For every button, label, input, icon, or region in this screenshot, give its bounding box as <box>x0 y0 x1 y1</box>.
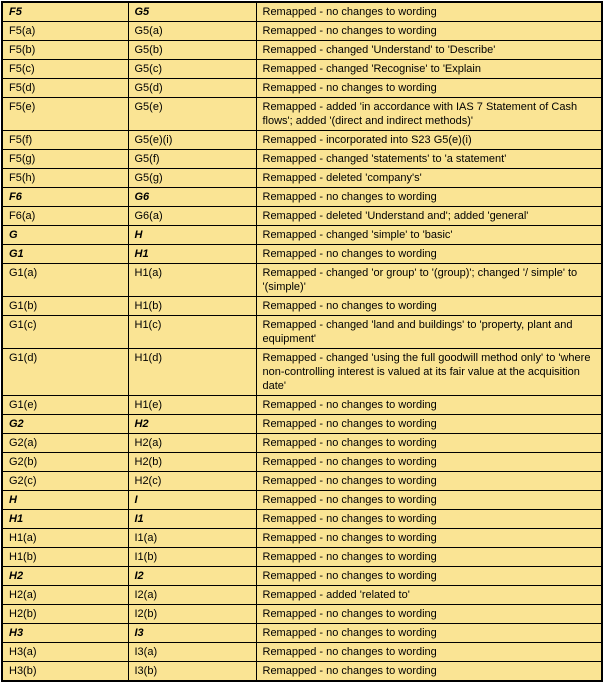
table-row <box>2 316 602 349</box>
remark-cell: Remapped - deleted 'company's' <box>256 169 602 188</box>
table-row <box>2 169 602 188</box>
old-ref-cell: F5(b) <box>2 41 128 60</box>
old-ref-cell: G2(a) <box>2 434 128 453</box>
remark-cell: Remapped - no changes to wording <box>256 415 602 434</box>
remark-cell: Remapped - no changes to wording <box>256 643 602 662</box>
remark-cell: Remapped - no changes to wording <box>256 491 602 510</box>
new-ref-cell: G5(f) <box>128 150 256 169</box>
new-ref-cell: H2 <box>128 415 256 434</box>
table-row <box>2 226 602 245</box>
old-ref-cell: H1(b) <box>2 548 128 567</box>
table-row <box>2 245 602 264</box>
remapping-table <box>1 1 603 682</box>
table-row <box>2 643 602 662</box>
remark-cell: Remapped - no changes to wording <box>256 297 602 316</box>
remark-cell: Remapped - incorporated into S23 G5(e)(i) <box>256 131 602 150</box>
new-ref-cell: G5(e)(i) <box>128 131 256 150</box>
new-ref-cell: G5 <box>128 2 256 22</box>
old-ref-cell: H2(b) <box>2 605 128 624</box>
new-ref-cell: H1(a) <box>128 264 256 297</box>
new-ref-cell: H1 <box>128 245 256 264</box>
remark-cell: Remapped - no changes to wording <box>256 453 602 472</box>
remark-cell: Remapped - no changes to wording <box>256 79 602 98</box>
remark-cell: Remapped - added 'in accordance with IAS 7 Statement of Cash flows'; added '(direct and indirect methods)' <box>256 98 602 131</box>
old-ref-cell: H3(b) <box>2 662 128 682</box>
new-ref-cell: I <box>128 491 256 510</box>
table-row <box>2 188 602 207</box>
remark-cell: Remapped - no changes to wording <box>256 548 602 567</box>
remark-cell: Remapped - no changes to wording <box>256 396 602 415</box>
old-ref-cell: H3(a) <box>2 643 128 662</box>
table-row <box>2 264 602 297</box>
old-ref-cell: F5(h) <box>2 169 128 188</box>
remark-cell: Remapped - no changes to wording <box>256 188 602 207</box>
table-row <box>2 624 602 643</box>
old-ref-cell: H2(a) <box>2 586 128 605</box>
table-row <box>2 662 602 682</box>
table-row <box>2 349 602 396</box>
old-ref-cell: H3 <box>2 624 128 643</box>
remark-cell: Remapped - no changes to wording <box>256 624 602 643</box>
new-ref-cell: I1 <box>128 510 256 529</box>
old-ref-cell: H2 <box>2 567 128 586</box>
new-ref-cell: G5(b) <box>128 41 256 60</box>
old-ref-cell: G1(a) <box>2 264 128 297</box>
old-ref-cell: G2(c) <box>2 472 128 491</box>
table-row <box>2 453 602 472</box>
table-row <box>2 567 602 586</box>
remark-cell: Remapped - changed 'using the full goodwill method only' to 'where non-controlling interest is valued at its fair value at the acquisition date' <box>256 349 602 396</box>
table-row <box>2 79 602 98</box>
remark-cell: Remapped - no changes to wording <box>256 472 602 491</box>
remark-cell: Remapped - no changes to wording <box>256 529 602 548</box>
new-ref-cell: I3(b) <box>128 662 256 682</box>
old-ref-cell: F6 <box>2 188 128 207</box>
new-ref-cell: G6 <box>128 188 256 207</box>
remark-cell: Remapped - deleted 'Understand and'; added 'general' <box>256 207 602 226</box>
remark-cell: Remapped - added 'related to' <box>256 586 602 605</box>
new-ref-cell: H1(b) <box>128 297 256 316</box>
old-ref-cell: F5(a) <box>2 22 128 41</box>
table-row <box>2 586 602 605</box>
table-row <box>2 131 602 150</box>
old-ref-cell: F5(c) <box>2 60 128 79</box>
remark-cell: Remapped - changed 'simple' to 'basic' <box>256 226 602 245</box>
remark-cell: Remapped - no changes to wording <box>256 510 602 529</box>
old-ref-cell: G2 <box>2 415 128 434</box>
old-ref-cell: G1(e) <box>2 396 128 415</box>
new-ref-cell: G5(d) <box>128 79 256 98</box>
new-ref-cell: G5(c) <box>128 60 256 79</box>
new-ref-cell: I1(a) <box>128 529 256 548</box>
old-ref-cell: G1 <box>2 245 128 264</box>
remark-cell: Remapped - no changes to wording <box>256 605 602 624</box>
new-ref-cell: I3(a) <box>128 643 256 662</box>
table-row <box>2 150 602 169</box>
table-row <box>2 396 602 415</box>
remark-cell: Remapped - no changes to wording <box>256 434 602 453</box>
new-ref-cell: H1(e) <box>128 396 256 415</box>
new-ref-cell: G5(e) <box>128 98 256 131</box>
table-row <box>2 510 602 529</box>
table-row <box>2 22 602 41</box>
remark-cell: Remapped - changed 'or group' to '(group)'; changed '/ simple' to '(simple)' <box>256 264 602 297</box>
old-ref-cell: G <box>2 226 128 245</box>
remark-cell: Remapped - changed 'Recognise' to 'Explain <box>256 60 602 79</box>
table-row <box>2 41 602 60</box>
new-ref-cell: H1(c) <box>128 316 256 349</box>
old-ref-cell: F5(g) <box>2 150 128 169</box>
remark-cell: Remapped - no changes to wording <box>256 662 602 682</box>
remark-cell: Remapped - no changes to wording <box>256 22 602 41</box>
new-ref-cell: I1(b) <box>128 548 256 567</box>
new-ref-cell: H2(a) <box>128 434 256 453</box>
remark-cell: Remapped - no changes to wording <box>256 567 602 586</box>
old-ref-cell: G2(b) <box>2 453 128 472</box>
old-ref-cell: F6(a) <box>2 207 128 226</box>
table-row <box>2 207 602 226</box>
table-row <box>2 529 602 548</box>
new-ref-cell: I2(b) <box>128 605 256 624</box>
table-row <box>2 605 602 624</box>
old-ref-cell: F5(f) <box>2 131 128 150</box>
remark-cell: Remapped - changed 'statements' to 'a statement' <box>256 150 602 169</box>
table-row <box>2 98 602 131</box>
table-row <box>2 548 602 567</box>
new-ref-cell: I2(a) <box>128 586 256 605</box>
new-ref-cell: H2(b) <box>128 453 256 472</box>
remark-cell: Remapped - changed 'Understand' to 'Describe' <box>256 41 602 60</box>
old-ref-cell: H <box>2 491 128 510</box>
table-row <box>2 491 602 510</box>
new-ref-cell: G5(a) <box>128 22 256 41</box>
new-ref-cell: H1(d) <box>128 349 256 396</box>
new-ref-cell: G6(a) <box>128 207 256 226</box>
table-row <box>2 297 602 316</box>
remark-cell: Remapped - no changes to wording <box>256 245 602 264</box>
table-row <box>2 2 602 22</box>
new-ref-cell: I3 <box>128 624 256 643</box>
old-ref-cell: G1(b) <box>2 297 128 316</box>
table-row <box>2 60 602 79</box>
old-ref-cell: F5(d) <box>2 79 128 98</box>
old-ref-cell: F5 <box>2 2 128 22</box>
new-ref-cell: H <box>128 226 256 245</box>
old-ref-cell: H1(a) <box>2 529 128 548</box>
old-ref-cell: G1(d) <box>2 349 128 396</box>
new-ref-cell: H2(c) <box>128 472 256 491</box>
remark-cell: Remapped - changed 'land and buildings' to 'property, plant and equipment' <box>256 316 602 349</box>
old-ref-cell: F5(e) <box>2 98 128 131</box>
remapping-table-body <box>2 2 602 681</box>
table-row <box>2 472 602 491</box>
new-ref-cell: G5(g) <box>128 169 256 188</box>
table-row <box>2 415 602 434</box>
table-row <box>2 434 602 453</box>
new-ref-cell: I2 <box>128 567 256 586</box>
old-ref-cell: G1(c) <box>2 316 128 349</box>
remark-cell: Remapped - no changes to wording <box>256 2 602 22</box>
old-ref-cell: H1 <box>2 510 128 529</box>
